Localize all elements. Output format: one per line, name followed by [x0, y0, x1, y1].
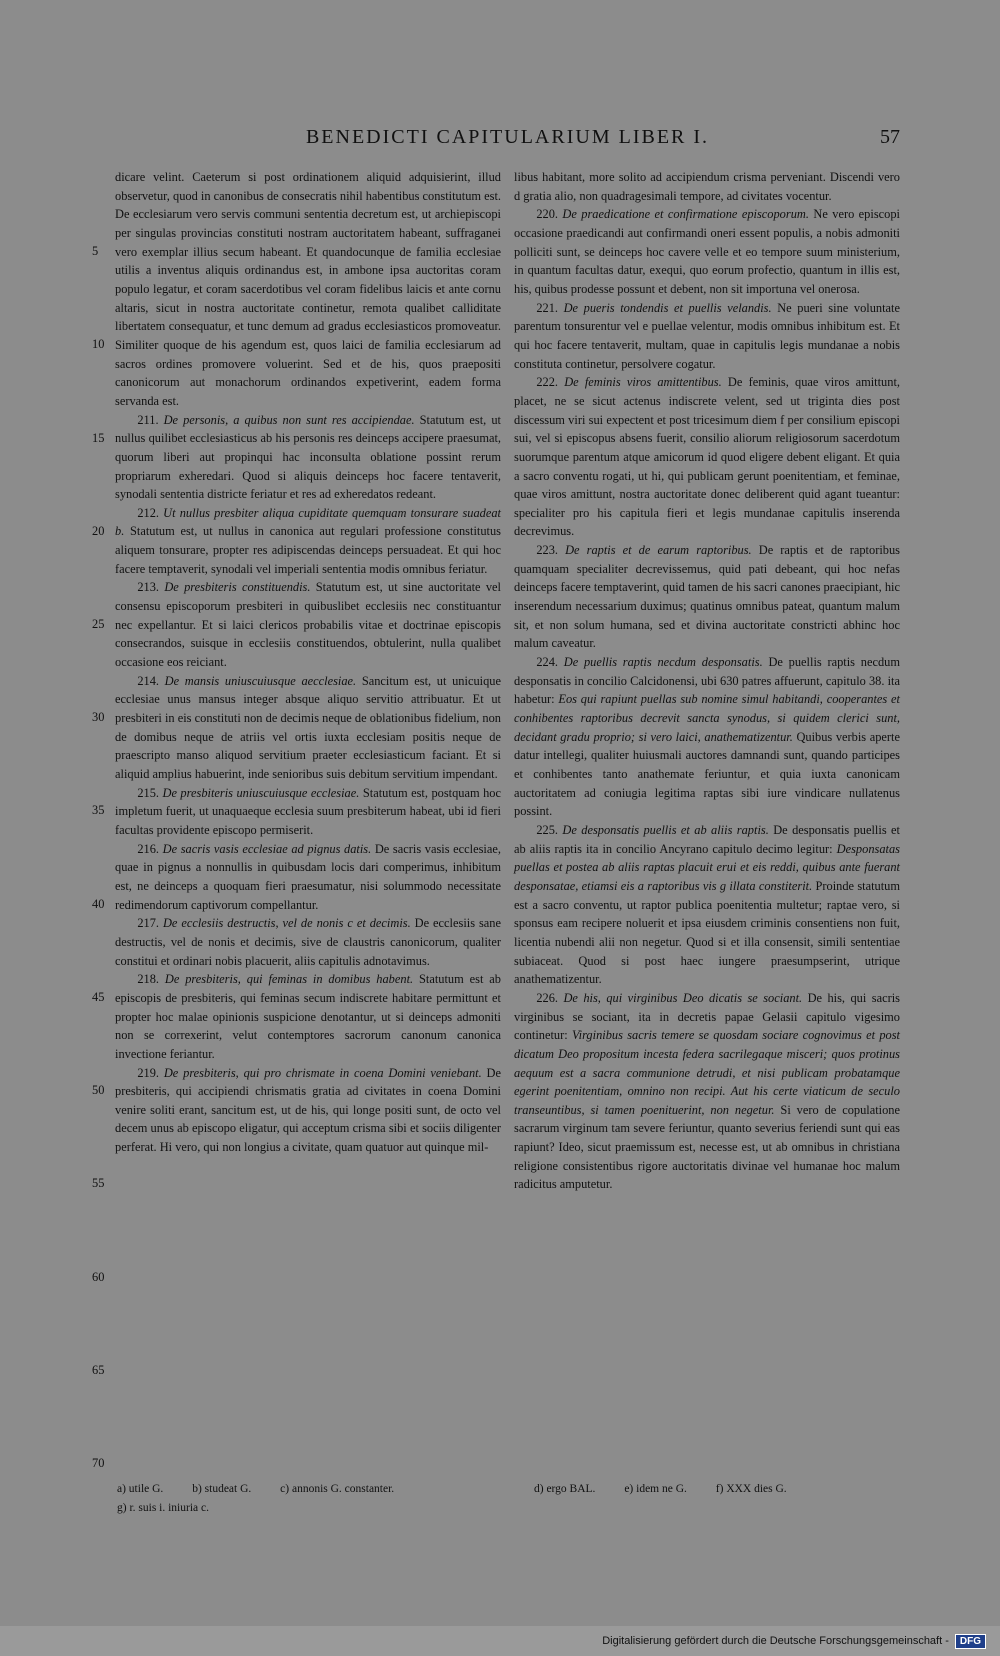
- chapter-224: [514, 653, 900, 821]
- chapter-heading: De desponsatis puellis et ab aliis raptis.: [562, 822, 769, 837]
- chapter-number: 225.: [536, 822, 558, 837]
- chapter-body: Statutum est ab episcopis de presbiteris, qui feminas secum indiscrete habitare permittunt et propter hoc malae opinionis suspicione denotantur, ut si deinceps admoniti non se correxerint, velut contemptores sacrorum canonum canonica invectione feriantur.: [115, 972, 501, 1061]
- chapter-heading: De presbiteris, qui pro chrismate in coena Domini veniebant.: [163, 1065, 482, 1080]
- line-number: 60: [92, 1270, 105, 1284]
- line-number: 15: [92, 431, 105, 445]
- line-number: 65: [92, 1363, 105, 1377]
- footnote: f) XXX dies G.: [715, 1483, 787, 1495]
- chapter-body: Proinde statutum est a sacro conventu, ut raptor publica poenitentia multetur; raptae vero, si sponsus eam recipere noluerit et ipsa eiusdem criminis consentiens non fuit, licentia nubendi alii non negetur. Quod si et illa consensit, simili sententiae subiaceat. Quod si post haec iungere praesumpserint, utrique anathematizentur.: [514, 878, 900, 987]
- chapter-number: 223.: [536, 543, 558, 558]
- chapter-heading: De ecclesiis destructis, vel de nonis c et decimis.: [162, 916, 411, 931]
- line-number: 50: [92, 1083, 105, 1097]
- line-number: 35: [92, 803, 105, 817]
- chapter-heading: De presbiteris uniuscuiusque ecclesiae.: [162, 785, 360, 800]
- footnotes-right: [534, 1480, 904, 1499]
- line-number: 55: [92, 1176, 105, 1190]
- line-number: 70: [92, 1456, 105, 1470]
- chapter-body: De feminis, quae viros amittunt, placet, ne se sicut actenus indiscrete velent, sed ut triginta dies post discessum viri sui expectent et post tricesimum diem f per consilium episcopi sui, vel si episcopus absens fuerit, consilio aliorum religiosorum sacerdotum suorumque parentum atque amicorum id quod eligere debent eligant. Et quia a sacro conventu rogati, ut hi, qui publicam gerunt poenitentiam, et feminae, quae viros amittunt, nostra auctoritate donec deliberent quid agant tueantur: specialiter pro his capitula fieri et legis mundanae capitulis inserenda decrevimus.: [514, 375, 900, 539]
- footnote: c) annonis G. constanter.: [280, 1483, 395, 1495]
- chapter-body: Si vero de copulatione sacrarum virginum tam severe feriuntur, quanto severius feriendi sunt qui eas rapiunt? Ideo, sicut praemissum est, necesse est, ut ab omnibus in christiana religione consistentibus rigore auctoritatis divinae vel humanae hoc malum radicitus amputetur.: [514, 1102, 901, 1192]
- digitization-credit: [602, 1632, 986, 1650]
- page-header: [115, 126, 900, 156]
- chapter-heading: De his, qui virginibus Deo dicatis se sociant.: [563, 990, 803, 1005]
- chapter-217: [115, 914, 501, 970]
- footnote: b) studeat G.: [192, 1483, 252, 1495]
- chapter-number: 214.: [137, 673, 159, 688]
- chapter-number: 213.: [137, 580, 159, 595]
- chapter-number: 221.: [536, 300, 558, 315]
- chapter-body: De presbiteris, qui accipiendi chrismatis gratia ad civitates in coena Domini venire soliti erant, sancitum est, ut de his, qui longe positi sunt, de octo vel decem unus ab episcopo eligatur, qui acceptum crisma sibi et sociis diligenter perferat. Hi vero, qui non longius a civitate, quam quatuor aut quinque mil-: [115, 1065, 501, 1155]
- chapter-212: [115, 504, 501, 579]
- chapter-number: 226.: [536, 990, 558, 1005]
- chapter-body: De desponsatis puellis et ab aliis raptis ita in concilio Ancyrano capitulo decimo legitur:: [514, 822, 900, 856]
- chapter-heading: De presbiteris, qui feminas in domibus habent.: [164, 972, 414, 987]
- chapter-heading: De puellis raptis necdum desponsatis.: [563, 655, 763, 670]
- dfg-logo: DFG: [955, 1634, 986, 1649]
- chapter-214: [115, 672, 501, 784]
- chapter-number: 215.: [137, 785, 159, 800]
- line-number: 45: [92, 990, 105, 1004]
- footnote: a) utile G.: [117, 1483, 164, 1495]
- chapter-heading: De sacris vasis ecclesiae ad pignus datis.: [162, 841, 372, 856]
- chapter-body: De his, qui sacris virginibus se sociant, ita in decretis papae Gelasii capitulo vigesimo continetur:: [514, 990, 900, 1043]
- chapter-number: 211.: [137, 412, 159, 427]
- chapter-heading: De personis, a quibus non sunt res accipiendae.: [163, 412, 415, 427]
- chapter-heading: De presbiteris constituendis.: [164, 580, 311, 595]
- chapter-body: De puellis raptis necdum desponsatis in concilio Calcidonensi, ubi 630 patres affuerunt, capitulo 38. ita habetur:: [514, 655, 900, 707]
- chapter-body: Quibus verbis aperte datur intellegi, qualiter huiusmali auctores damnandi sunt, quando participes et conhibentes tanto anathemate feriuntur, et quia iuxta canonicam auctoritatem ad coniugia legitima raptas sibi iure vindicare nullatenus possint.: [514, 729, 900, 819]
- footnotes-left: [117, 1480, 503, 1518]
- footnote: d) ergo BAL.: [534, 1483, 596, 1495]
- chapter-220: [514, 205, 900, 298]
- chapter-219: [115, 1064, 501, 1157]
- chapter-number: 222.: [536, 375, 558, 390]
- chapter-216: [115, 840, 501, 915]
- page-number: 57: [880, 126, 900, 148]
- chapter-215: [115, 784, 501, 840]
- line-number: 10: [92, 337, 105, 351]
- chapter-225: [514, 821, 900, 989]
- line-number: 25: [92, 617, 105, 631]
- line-number: 5: [92, 244, 99, 258]
- canon-quote: Desponsatas puellas et postea ab aliis raptas placuit erui et eis reddi, quibus ante fuerant desponsatae, etiamsi eis a raptoribus vis g illata constiterit.: [514, 841, 900, 893]
- chapter-number: 212.: [137, 505, 159, 520]
- chapter-body: Statutum est, ut nullus quilibet ecclesiasticus ab his personis res deinceps accipere praesumat, quorum liberi aut propinqui hac inconsulta oblatione possint rerum propriarum exheredari. Quod si aliquis deinceps hoc facere tentaverit, synodali sententia districte feriatur et res ad exheredatos redeant.: [115, 412, 501, 502]
- chapter-heading: De raptis et de earum raptoribus.: [565, 543, 752, 558]
- paragraph: dicare velint. Caeterum si post ordinationem aliquid adquisierint, illud observetur, quod in canonibus de consecratis nihil habentibus constitutum est. De ecclesiarum vero servis communi sententia decretum est, ut archiepiscopi per singulas provincias constituti nostram auctoritatem habeant, suffraganei vero exemplar illius secum habeant. Et quandocunque de familia ecclesiae utilis a inventus aliquis ordinandus est, in ambone ipsa auctoritas coram populo legatur, et coram sacerdotibus vel coram fidelibus laicis et ante cornu altaris, sicut in nostra auctoritate continetur, remota qualibet calliditate libertatem consequatur, et tunc demum ad gradus ecclesiasticos promoveatur. Similiter quoque de his agendum est, quos laici de familia ecclesiarum ad sacros ordines promovere voluerint. Sed et de his, quos praepositi canonicorum aut monachorum ordinandos expetiverint, eadem forma servanda est.: [115, 170, 501, 408]
- canon-quote: Eos qui rapiunt puellas sub nomine simul habitandi, cooperantes et conhibentes raptoribus decrevit sancta synodus, si quidem clerici sunt, decidant gradu proprio; si vero laici, anathematizentur.: [514, 692, 900, 744]
- line-number: 20: [92, 524, 105, 538]
- chapter-221: [514, 299, 900, 374]
- line-number: 40: [92, 897, 105, 911]
- left-column: [115, 168, 501, 1157]
- chapter-heading: De praedicatione et confirmatione episcoporum.: [562, 207, 809, 222]
- paragraph: libus habitant, more solito ad accipiendum crisma perveniant. Discendi vero d gratia alio, non quadragesimali tempore, ad civitates vocentur.: [514, 170, 900, 203]
- chapter-number: 216.: [137, 841, 159, 856]
- chapter-number: 224.: [536, 655, 558, 670]
- chapter-number: 218.: [137, 972, 159, 987]
- chapter-body: Ne pueri sine voluntate parentum tonsurentur vel e puellae velentur, modis omnibus inhibitum est. Et qui hoc facere tentaverit, multam, quae in capitulis legis mundanae a nobis constituta continetur, persolvere cogatur.: [514, 300, 900, 371]
- chapter-number: 220.: [536, 207, 558, 222]
- chapter-223: [514, 541, 900, 653]
- chapter-body: De raptis et de raptoribus quamquam specialiter decrevissemus, quid pati debeant, qui hoc nefas deinceps facere temptaverint, quid tamen de his sacri canones praecipiant, hic inserendum necessarium duximus; quatinus omnibus pateat, quantum malum sit, et non solum humana, sed et divina auctoritate constricti abhinc hoc malum caveatur.: [514, 543, 900, 651]
- chapter-body: Sancitum est, ut unicuique ecclesiae unus mansus integer absque aliquo servitio attribuatur. Et ut presbiteri in eis constituti non de decimis neque de oblationibus fidelium, non de domibus neque de atriis vel ortis iuxta ecclesiam positis neque de praescripto manso aliquod servitium praeter ecclesiasticum faciant. Et si aliquid amplius habuerint, inde senioribus suis debitum servitium impendant.: [115, 673, 501, 781]
- chapter-heading: Ut nullus presbiter aliqua cupiditate quemquam tonsurare suadeat b.: [115, 505, 501, 539]
- chapter-213: [115, 578, 501, 671]
- chapter-211: [115, 411, 501, 504]
- chapter-body: De ecclesiis sane destructis, vel de nonis et decimis, sive de claustris canonicorum, qualiter constitui et ordinari nobis placuerit, aliis capitulis adnotavimus.: [115, 916, 501, 968]
- chapter-heading: De mansis uniuscuiusque aecclesiae.: [164, 673, 357, 688]
- canon-quote: Virginibus sacris temere se quosdam sociare cognovimus et post dicatum Deo propositum incesta federa sacrilegaque misceri; quos protinus aequum est a sacra communione detrudi, et nisi publicam probatamque egerint poenitentiam, omnino non recipi. Aut his certe viaticum de seculo transeuntibus, si tamen poenituerint, non negetur.: [514, 1028, 900, 1117]
- line-number: 30: [92, 710, 105, 724]
- chapter-222: [514, 373, 900, 541]
- running-title: BENEDICTI CAPITULARIUM LIBER I.: [305, 126, 710, 148]
- footnote: g) r. suis i. iniuria c.: [117, 1502, 209, 1514]
- chapter-body: Statutum est, ut sine auctoritate vel consensu episcoporum presbiteri in quibuslibet ecclesiis nec constituantur nec expellantur. Et si laici clericos probabilis vitae et doctrinae episcopis consecrandos, suisque in ecclesiis constituendos, obtulerint, nulla qualibet occasione eos reiciant.: [115, 580, 501, 670]
- credit-text: Digitalisierung gefördert durch die Deutsche Forschungsgemeinschaft -: [602, 1635, 949, 1647]
- right-column: [514, 168, 900, 1194]
- footnote: e) idem ne G.: [624, 1483, 687, 1495]
- chapter-number: 219.: [137, 1065, 159, 1080]
- chapter-body: Ne vero episcopi occasione praedicandi aut confirmandi oneri essent populis, a nobis admoniti polliciti sunt, se deinceps hoc cavere velle et eo tempore suum ministerium, in quantum facultas datur, exequi, quo eorum profectio, quantum in illis est, his, quibus prodesse possunt et debent, non sit importuna vel onerosa.: [514, 207, 900, 296]
- chapter-body: De sacris vasis ecclesiae, quae in pignus a nonnullis in quibusdam locis dari comperimus, inhibitum est, ne deinceps a quoquam fieri praesumatur, nisi solummodo necessitate redimendorum captivorum compellantur.: [115, 841, 501, 912]
- chapter-heading: De feminis viros amittentibus.: [564, 375, 722, 390]
- chapter-218: [115, 970, 501, 1063]
- chapter-body: Statutum est, ut nullus in canonica aut regulari professione constitutus aliquem tonsurare, propter res adipiscendas deinceps persuadeat. Et qui hoc facere temptaverit, synodali vel imperiali sententia modis omnibus feriatur.: [115, 524, 501, 576]
- chapter-body: Statutum est, postquam hoc impletum fuerit, ut unaquaeque ecclesia suum presbiterum habeat, ubi id fieri facultas providente episcopo permiserit.: [115, 785, 501, 837]
- chapter-number: 217.: [137, 916, 159, 931]
- chapter-heading: De pueris tondendis et puellis velandis.: [563, 300, 772, 315]
- chapter-226: [514, 989, 900, 1194]
